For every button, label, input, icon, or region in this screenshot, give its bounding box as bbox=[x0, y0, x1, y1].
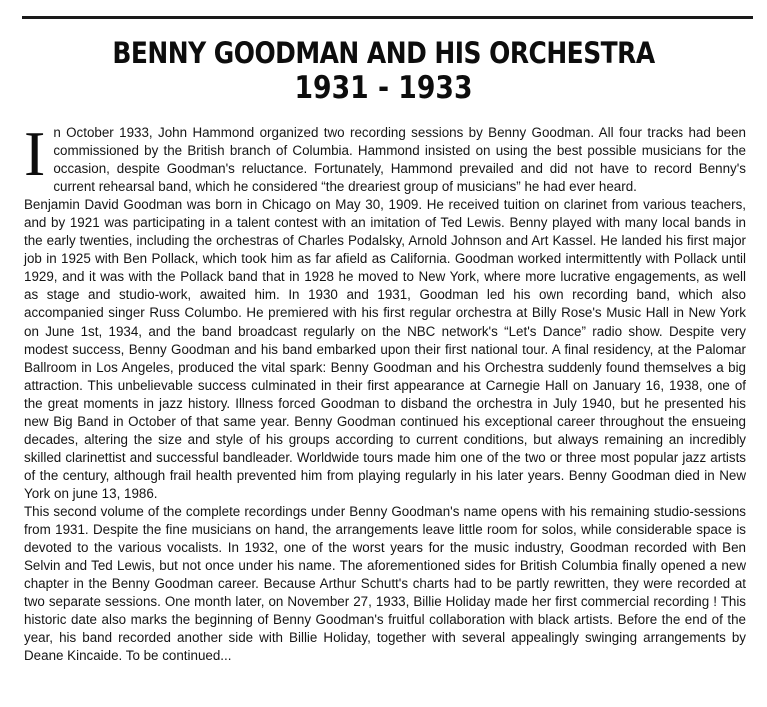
paragraph-intro-text: n October 1933, John Hammond organized two recording sessions by Benny Goodman. All four tracks had been commissioned by the British branch of Columbia. Hammond insisted on using the best possible musicians for the occasion, despite Goodman's reluctance. Fortunately, Hammond prevailed and did not have to record Benny's current rehearsal band, which he considered “the dreariest group of musicians” he had ever heard. bbox=[53, 125, 746, 195]
paragraph-intro bbox=[24, 118, 746, 196]
title-block bbox=[0, 36, 767, 106]
article-body bbox=[24, 118, 746, 665]
page-subtitle-years: 1931 - 1933 bbox=[294, 70, 473, 106]
page-title: BENNY GOODMAN AND HIS ORCHESTRA bbox=[112, 36, 655, 70]
paragraph-volume-notes: This second volume of the complete recordings under Benny Goodman's name opens with his remaining studio-sessions from 1931. Despite the fine musicians on hand, the arrangements leave little room for solos, while considerable space is devoted to the various vocalists. In 1932, one of the worst years for the music industry, Goodman recorded with Ben Selvin and Ted Lewis, but not once under his name. The aforementioned sides for British Columbia finally opened a new chapter in the Benny Goodman career. Because Arthur Schutt's charts had to be partly rewritten, they were recorded at two separate sessions. One month later, on November 27, 1933, Billie Holiday made her first commercial recording ! This historic date also marks the beginning of Benny Goodman's fruitful collaboration with black artists. Before the end of the year, his band recorded another side with Billie Holiday, together with several appealingly swinging arrangements by Deane Kincaide. To be continued... bbox=[24, 503, 746, 664]
top-rule bbox=[22, 16, 753, 19]
paragraph-biography: Benjamin David Goodman was born in Chicago on May 30, 1909. He received tuition on clarinet from various teachers, and by 1921 was participating in a talent contest with an imitation of Ted Lewis. Benny played with many local bands in the early twenties, including the orchestras of Charles Podalsky, Arnold Johnson and Art Kassel. He landed his first major job in 1925 with Ben Pollack, which took him as far afield as California. Goodman worked intermittently with Pollack until 1929, and it was with the Pollack band that in 1928 he moved to New York, where more lucrative engagements, as well as stage and studio-work, awaited him. In 1930 and 1931, Goodman led his own recording band, which also accompanied singer Russ Columbo. He premiered with his first regular orchestra at Billy Rose's Music Hall in New York on June 1st, 1934, and the band broadcast regularly on the NBC network's “Let's Dance” radio show. Despite very modest success, Benny Goodman and his band embarked upon their first national tour. A final residency, at the Palomar Ballroom in Los Angeles, produced the vital spark: Benny Goodman and his Orchestra suddenly found themselves a big attraction. This unbelievable success culminated in their first appearance at Carnegie Hall on January 16, 1938, one of the great moments in jazz history. Illness forced Goodman to disband the orchestra in July 1940, but he presented his new Big Band in October of that same year. Benny Goodman continued his exceptional career throughout the ensueing decades, altering the size and style of his groups according to current conditions, but always remaining an incredibly skilled clarinettist and successful bandleader. Worldwide tours made him one of the two or three most popular jazz artists of the century, although frail health prevented him from playing regularly in his later years. Benny Goodman died in New York on june 13, 1986. bbox=[24, 197, 746, 501]
drop-cap: I bbox=[24, 118, 46, 189]
